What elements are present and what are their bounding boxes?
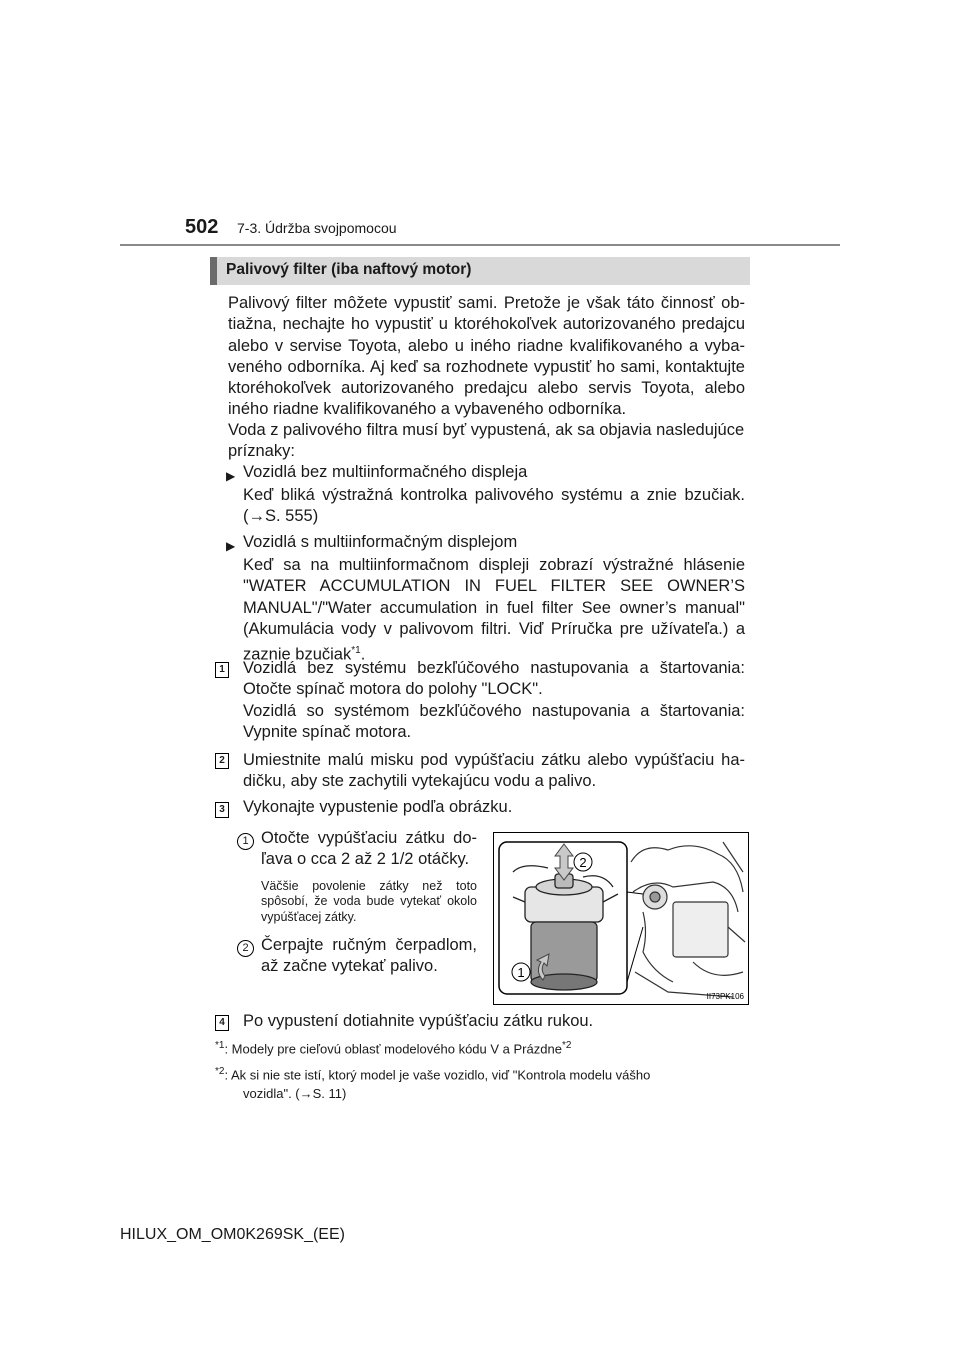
footnote xyxy=(215,1063,745,1084)
section-header-accent xyxy=(210,257,217,285)
figure-callout-2: 2 xyxy=(579,855,587,870)
step-number-badge: 2 xyxy=(215,753,229,769)
substep-number-badge: 1 xyxy=(237,833,254,850)
footnote-text: : Modely pre cieľovú oblasť modelového kódu V a Prázdne xyxy=(224,1041,562,1057)
footnote-mark: *2 xyxy=(215,1066,225,1077)
footnote-mark: *1 xyxy=(215,1040,225,1051)
fuel-filter-illustration xyxy=(493,832,749,1005)
intro-paragraph: Palivový filter môžete vypustiť sami. Pretože je však táto činnosť ob-tiažna, nechajte ho vypustiť u ktoréhokoľvek autorizovaného predajcu alebo v servise Toyota, alebo u iného riadne kvalifikovaného a vyba-veného odborníka. Aj keď sa rozhodnete vypustiť ho sami, kontaktujte ktoréhokoľvek autorizovaného predajcu alebo servis Toyota, alebo iného riadne kvalifikovaného a vybaveného odborníka. xyxy=(228,294,745,419)
header-divider xyxy=(120,244,840,246)
bullet-text-tail: . xyxy=(360,645,366,664)
step-text: Vykonajte vypustenie podľa obrázku. xyxy=(243,798,513,816)
chapter-title: 7-3. Údržba svojpomocou xyxy=(237,220,397,236)
footnote xyxy=(215,1037,745,1058)
figure-code: II73PK106 xyxy=(706,992,744,1001)
document-code: HILUX_OM_OM0K269SK_(EE) xyxy=(120,1226,345,1243)
footnote-text: : Ak si nie ste istí, ktorý model je vaše vozidlo, viď "Kontrola modelu vášho xyxy=(224,1067,651,1083)
footnote-continuation: vozidla". (→S. 11) xyxy=(243,1086,347,1101)
bullet-arrow-icon: ▶ xyxy=(226,539,236,553)
substep-note: Väčšie povolenie zátky než toto spôsobí, že voda bude vytekať okolo vypúšťacej zátky. xyxy=(261,879,477,924)
intro-paragraph-symptoms: Voda z palivového filtra musí byť vypustená, ak sa objavia nasledujúce príznaky: xyxy=(228,421,745,461)
step-text xyxy=(243,658,745,743)
bullet-text xyxy=(243,555,745,666)
step-text-line: Vozidlá bez systému bezkľúčového nastupovania a štartovania: Otočte spínač motora do polohy "LOCK". xyxy=(243,659,745,699)
footnote-ref: *2 xyxy=(561,1040,572,1051)
step-number-badge: 1 xyxy=(215,662,229,678)
substep-number-badge: 2 xyxy=(237,940,254,957)
bullet-text: Keď bliká výstražná kontrolka palivového systému a znie bzučiak. (→S. 555) xyxy=(243,486,745,526)
step-text: Po vypustení dotiahnite vypúšťaciu zátku rukou. xyxy=(243,1012,594,1030)
section-title: Palivový filter (iba naftový motor) xyxy=(226,261,472,278)
page-number: 502 xyxy=(185,216,219,238)
substep-text: Čerpajte ručným čerpadlom, až začne vytekať palivo. xyxy=(261,936,477,976)
footnote-ref: *1 xyxy=(351,645,361,657)
figure-callout-1: 1 xyxy=(517,965,525,980)
step-number-badge: 3 xyxy=(215,802,229,818)
step-text: Umiestnite malú misku pod vypúšťaciu zátku alebo vypúšťaciu ha-dičku, aby ste zachytili vytekajúcu vodu a palivo. xyxy=(243,751,745,791)
bullet-title: Vozidlá bez multiinformačného displeja xyxy=(243,463,528,481)
step-number-badge: 4 xyxy=(215,1015,229,1031)
substep-text: Otočte vypúšťaciu zátku do-ľava o cca 2 až 2 1/2 otáčky. xyxy=(261,829,477,869)
bullet-text-body: Keď sa na multiinformačnom displeji zobrazí výstražné hlásenie "WATER ACCUMULATION IN FUEL FILTER SEE OWNER’S MANUAL"/"Water accumulation in fuel filter See owner’s manual" (Akumulácia vody v palivovom filtri. Viď Príručka pre užívateľa.) a zaznie bzučiak xyxy=(243,556,745,664)
bullet-title: Vozidlá s multiinformačným displejom xyxy=(243,533,518,551)
step-text-line: Vozidlá so systémom bezkľúčového nastupovania a štartovania: Vypnite spínač motora. xyxy=(243,701,745,741)
bullet-arrow-icon: ▶ xyxy=(226,469,236,483)
